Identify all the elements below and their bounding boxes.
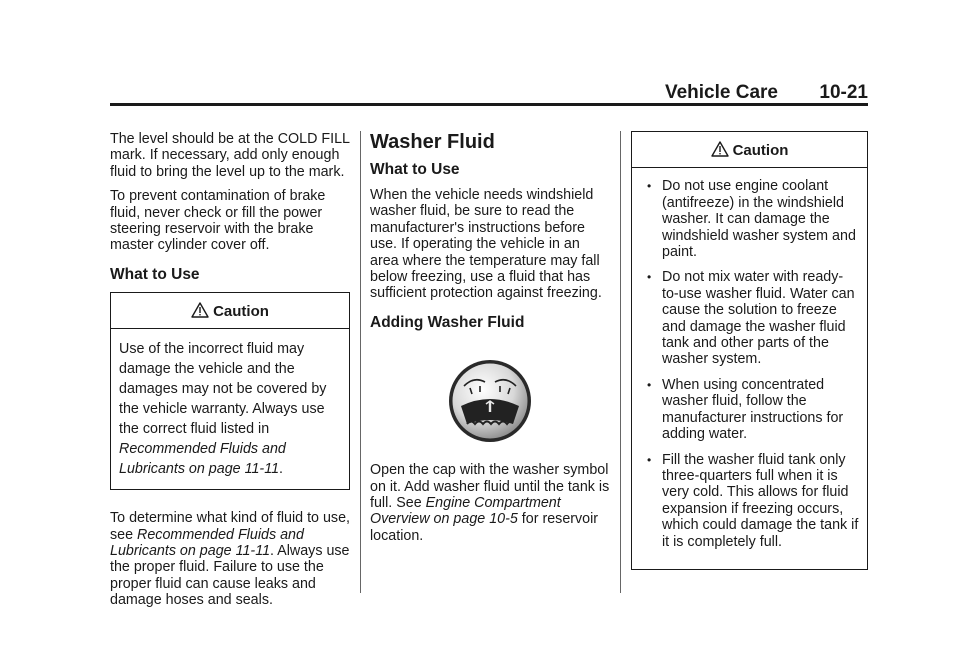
section-heading-washer-fluid: Washer Fluid bbox=[370, 131, 495, 153]
list-item: • Fill the washer fluid tank only three-quarters full when it is very cold. This allows for fluid expansion if freezing occurs, which could damage the tank if it is completely full. bbox=[640, 452, 859, 550]
list-item: • Do not use engine coolant (antifreeze) in the windshield washer. It can damage the windshield washer system and paint. bbox=[640, 178, 859, 260]
column-divider bbox=[360, 131, 361, 593]
list-item: • Do not mix water with ready-to-use washer fluid. Water can cause the solution to freeze and damage the washer fluid tank and other parts of the washer system. bbox=[640, 269, 859, 367]
section-title: Vehicle Care bbox=[664, 82, 778, 103]
column-left bbox=[110, 131, 350, 617]
washer-symbol-figure bbox=[370, 358, 610, 448]
cross-reference: Engine Compartment Overview on page 10-5 bbox=[370, 495, 561, 528]
caution-header bbox=[111, 293, 349, 329]
paragraph: To prevent contamination of brake fluid, never check or fill the power steering reservoir with the brake master cylinder cover off. bbox=[110, 188, 326, 254]
cross-reference: Recommended Fluids and Lubricants on page 11-11 bbox=[110, 526, 304, 560]
washer-fluid-symbol-icon bbox=[447, 358, 533, 444]
caution-title: Caution bbox=[213, 302, 269, 320]
page-number: 10-21 bbox=[819, 82, 868, 103]
paragraph: When the vehicle needs windshield washer fluid, be sure to read the manufacturer's instructions before use. If operating the vehicle in an area where the temperature may fall below freezing, use a fluid that has sufficient protection against freezing. bbox=[370, 187, 602, 302]
subheading-adding-washer-fluid: Adding Washer Fluid bbox=[370, 313, 525, 331]
caution-header bbox=[632, 132, 867, 168]
caution-text: Use of the incorrect fluid may damage the vehicle and the damages may not be covered by the vehicle warranty. Always use the correct fluid listed in Recommended Fluids and Lubricants on page 11-11. bbox=[119, 341, 327, 478]
warning-triangle-icon bbox=[711, 141, 729, 157]
subheading-what-to-use: What to Use bbox=[110, 265, 200, 283]
cross-reference: Recommended Fluids and Lubricants on page 11-11 bbox=[119, 441, 286, 478]
paragraph: To determine what kind of fluid to use, see Recommended Fluids and Lubricants on page 11-11. Always use the proper fluid. Failure to use the proper fluid can cause leaks and damage hoses and seals. bbox=[110, 510, 351, 609]
warning-triangle-icon bbox=[191, 302, 209, 318]
caution-title: Caution bbox=[732, 142, 789, 159]
caution-box bbox=[110, 292, 350, 490]
column-divider bbox=[620, 131, 621, 593]
subheading-what-to-use: What to Use bbox=[370, 161, 460, 178]
caution-box bbox=[631, 131, 868, 570]
paragraph: The level should be at the COLD FILL mark. If necessary, add only enough fluid to bring the level up to the mark. bbox=[110, 131, 350, 180]
header-rule bbox=[110, 103, 868, 106]
column-middle bbox=[370, 131, 610, 552]
list-item: • When using concentrated washer fluid, follow the manufacturer instructions for adding water. bbox=[640, 377, 859, 443]
caution-list bbox=[640, 178, 859, 550]
paragraph: Open the cap with the washer symbol on it. Add washer fluid until the tank is full. See Engine Compartment Overview on page 10-5 for reservoir location. bbox=[370, 462, 610, 544]
column-right bbox=[631, 131, 868, 570]
